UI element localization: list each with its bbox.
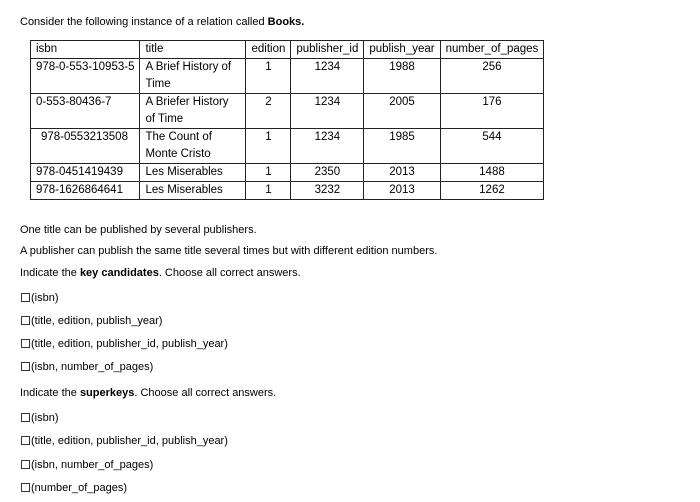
table-row	[31, 129, 544, 164]
q1-option-title-edition-publisher-year[interactable]	[21, 338, 228, 350]
cell-title: A Briefer History of Time	[140, 94, 246, 129]
cell-number-of-pages: 256	[440, 59, 544, 94]
option-label: (isbn)	[31, 292, 59, 304]
checkbox[interactable]	[21, 436, 30, 445]
intro-text	[20, 16, 304, 28]
option-label: (title, edition, publish_year)	[31, 315, 163, 327]
q2-suffix: . Choose all correct answers.	[134, 387, 277, 399]
relation-name: Books.	[267, 16, 305, 28]
checkbox[interactable]	[21, 483, 30, 492]
cell-publisher-id: 1234	[291, 59, 364, 94]
header-number-of-pages: number_of_pages	[440, 41, 544, 59]
q1-option-isbn[interactable]	[21, 292, 59, 304]
cell-edition: 1	[246, 182, 291, 200]
header-title: title	[140, 41, 246, 59]
q2-option-pages[interactable]	[21, 482, 127, 494]
q1-option-title-edition-year[interactable]	[21, 315, 162, 327]
header-publish-year: publish_year	[364, 41, 440, 59]
header-publisher-id: publisher_id	[291, 41, 364, 59]
q2-keyword: superkeys	[79, 387, 135, 399]
option-label: (isbn)	[31, 412, 59, 424]
cell-edition: 1	[246, 129, 291, 164]
option-label: (title, edition, publisher_id, publish_year)	[31, 338, 228, 350]
checkbox[interactable]	[21, 339, 30, 348]
q2-prefix: Indicate the	[20, 387, 80, 399]
cell-isbn: 0-553-80436-7	[31, 94, 140, 129]
option-label: (isbn, number_of_pages)	[31, 459, 154, 471]
cell-edition: 2	[246, 94, 291, 129]
q1-option-isbn-pages[interactable]	[21, 361, 153, 373]
cell-isbn: 978-0553213508	[31, 129, 140, 164]
cell-isbn: 978-1626864641	[31, 182, 140, 200]
note-2: A publisher can publish the same title several times but with different edition numbers.	[20, 245, 438, 257]
cell-isbn: 978-0451419439	[31, 164, 140, 182]
checkbox[interactable]	[21, 293, 30, 302]
cell-publish-year: 2005	[364, 94, 440, 129]
q2-option-title-edition-publisher-year[interactable]	[21, 435, 228, 447]
cell-publisher-id: 1234	[291, 94, 364, 129]
table-row	[31, 164, 544, 182]
q2-option-isbn[interactable]	[21, 412, 59, 424]
books-table	[30, 40, 544, 200]
cell-publisher-id: 2350	[291, 164, 364, 182]
option-label: (title, edition, publisher_id, publish_year)	[31, 435, 228, 447]
cell-number-of-pages: 176	[440, 94, 544, 129]
question-key-candidates	[20, 267, 301, 279]
cell-number-of-pages: 1488	[440, 164, 544, 182]
cell-publish-year: 1985	[364, 129, 440, 164]
cell-isbn: 978-0-553-10953-5	[31, 59, 140, 94]
table-row	[31, 59, 544, 94]
checkbox[interactable]	[21, 460, 30, 469]
checkbox[interactable]	[21, 362, 30, 371]
option-label: (number_of_pages)	[31, 482, 128, 494]
cell-publish-year: 2013	[364, 182, 440, 200]
cell-edition: 1	[246, 164, 291, 182]
cell-publisher-id: 3232	[291, 182, 364, 200]
cell-title: Les Miserables	[140, 164, 246, 182]
cell-number-of-pages: 544	[440, 129, 544, 164]
cell-title: A Brief History of Time	[140, 59, 246, 94]
cell-title: Les Miserables	[140, 182, 246, 200]
cell-title: The Count of Monte Cristo	[140, 129, 246, 164]
q2-option-isbn-pages[interactable]	[21, 459, 153, 471]
cell-publish-year: 2013	[364, 164, 440, 182]
header-edition: edition	[246, 41, 291, 59]
checkbox[interactable]	[21, 316, 30, 325]
header-isbn: isbn	[31, 41, 140, 59]
cell-publisher-id: 1234	[291, 129, 364, 164]
cell-edition: 1	[246, 59, 291, 94]
table-row	[31, 182, 544, 200]
note-1: One title can be published by several publishers.	[20, 224, 257, 236]
cell-publish-year: 1988	[364, 59, 440, 94]
q1-suffix: . Choose all correct answers.	[158, 267, 301, 279]
cell-number-of-pages: 1262	[440, 182, 544, 200]
q1-keyword: key candidates	[79, 267, 159, 279]
option-label: (isbn, number_of_pages)	[31, 361, 154, 373]
question-superkeys	[20, 387, 276, 399]
table-row	[31, 94, 544, 129]
intro-prefix: Consider the following instance of a relation called	[20, 16, 268, 28]
table-header-row	[31, 41, 544, 59]
checkbox[interactable]	[21, 413, 30, 422]
q1-prefix: Indicate the	[20, 267, 80, 279]
